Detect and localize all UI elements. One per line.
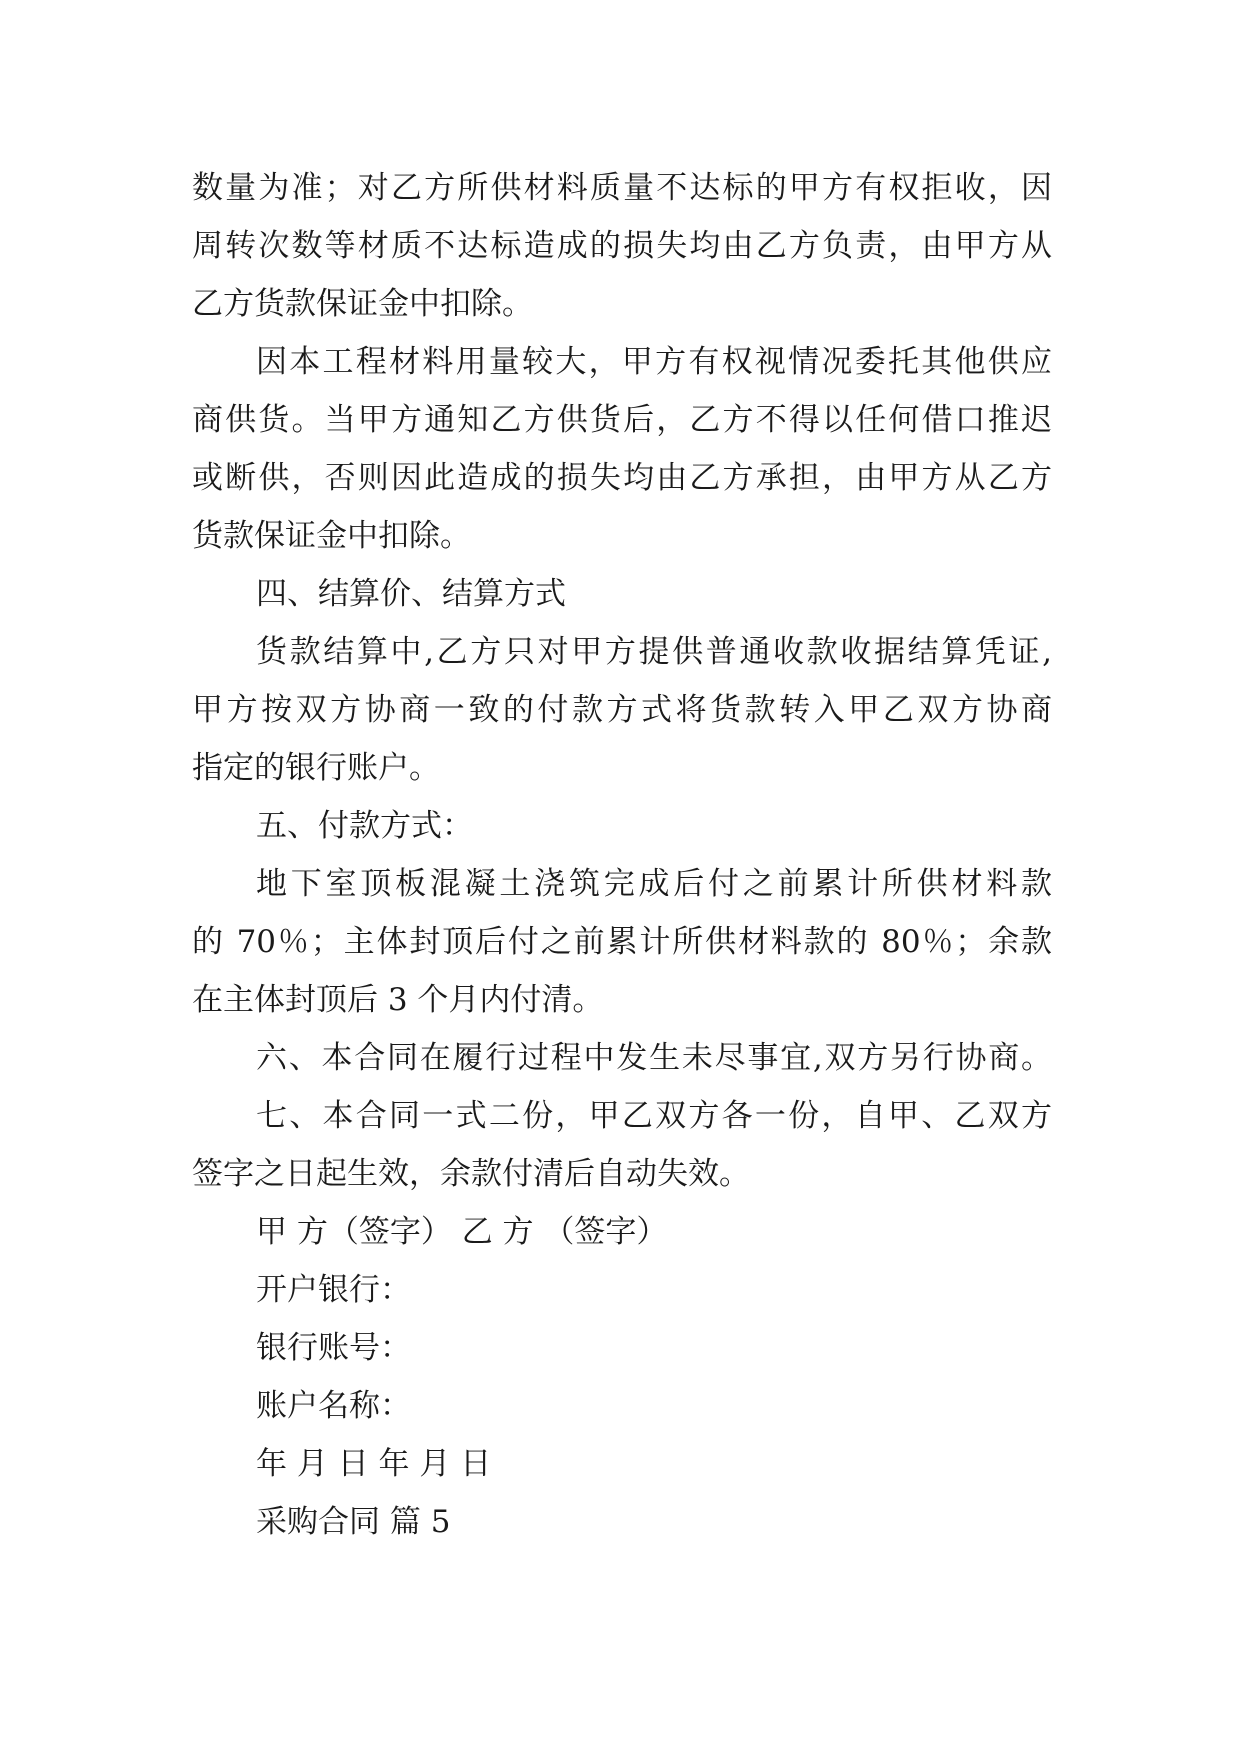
account-name-label: 账户名称： [256, 1388, 411, 1424]
date-line: 年 月 日 年 月 日 [256, 1446, 492, 1482]
paragraph-line: 乙方货款保证金中扣除。 [192, 286, 533, 322]
paragraph-line: 的 70％；主体封顶后付之前累计所供材料款的 80％；余款 [192, 924, 1052, 960]
section-title: 采购合同 篇 5 [256, 1504, 451, 1540]
paragraph-line: 商供货。当甲方通知乙方供货后，乙方不得以任何借口推迟 [192, 402, 1052, 438]
signature-line: 甲 方（签字） 乙 方 （签字） [256, 1214, 668, 1250]
account-number-label: 银行账号： [256, 1330, 411, 1366]
paragraph-line: 数量为准；对乙方所供材料质量不达标的甲方有权拒收，因 [192, 170, 1052, 206]
paragraph-line: 六、本合同在履行过程中发生未尽事宜,双方另行协商。 [256, 1040, 1052, 1076]
section-heading: 五、付款方式： [256, 808, 473, 844]
paragraph-line: 指定的银行账户。 [192, 750, 440, 786]
paragraph-line: 签字之日起生效，余款付清后自动失效。 [192, 1156, 750, 1192]
paragraph-line: 地下室顶板混凝土浇筑完成后付之前累计所供材料款 [256, 866, 1052, 902]
paragraph-line: 在主体封顶后 3 个月内付清。 [192, 982, 604, 1018]
paragraph-line: 周转次数等材质不达标造成的损失均由乙方负责，由甲方从 [192, 228, 1052, 264]
paragraph-line: 货款保证金中扣除。 [192, 518, 471, 554]
bank-field-label: 开户银行： [256, 1272, 411, 1308]
paragraph-line: 甲方按双方协商一致的付款方式将货款转入甲乙双方协商 [192, 692, 1052, 728]
paragraph-line: 或断供，否则因此造成的损失均由乙方承担，由甲方从乙方 [192, 460, 1052, 496]
paragraph-line: 七、本合同一式二份，甲乙双方各一份，自甲、乙双方 [256, 1098, 1052, 1134]
paragraph-line: 因本工程材料用量较大，甲方有权视情况委托其他供应 [256, 344, 1052, 380]
section-heading: 四、结算价、结算方式 [256, 576, 566, 612]
paragraph-line: 货款结算中,乙方只对甲方提供普通收款收据结算凭证, [256, 634, 1052, 670]
